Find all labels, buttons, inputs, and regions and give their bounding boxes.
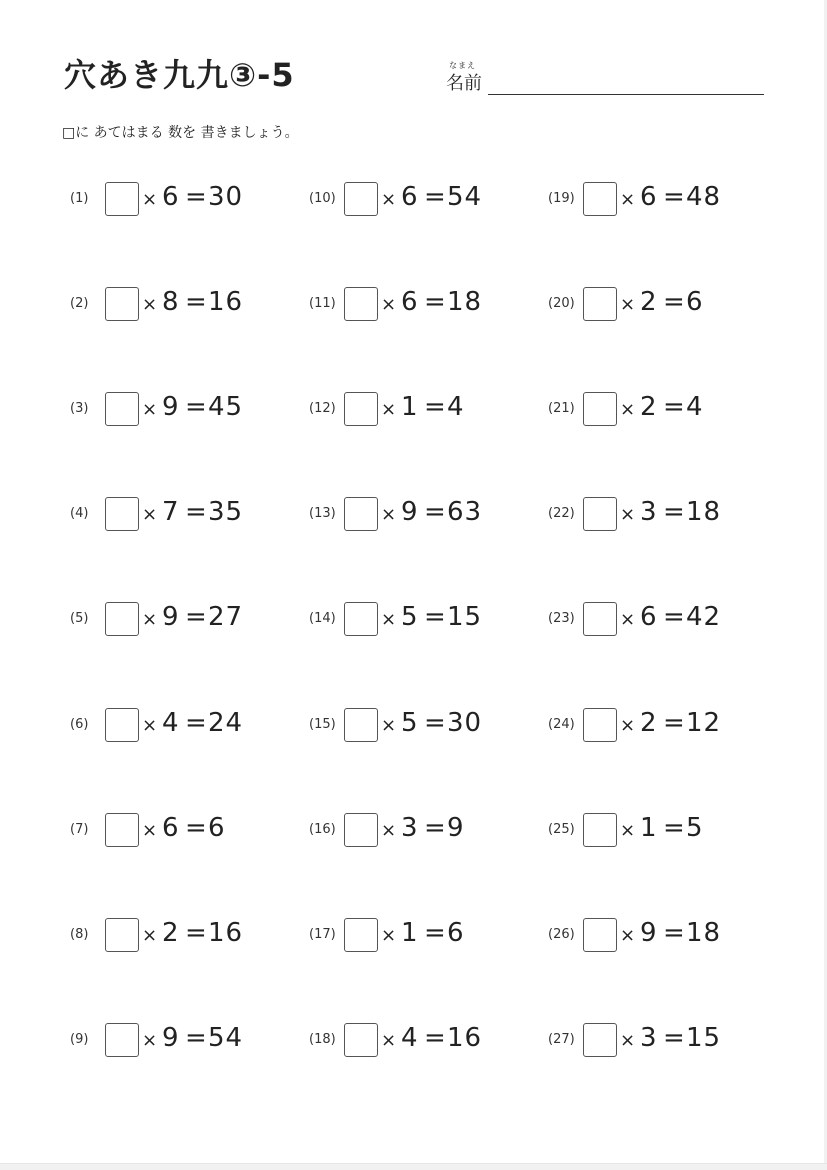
answer-box[interactable] — [344, 392, 378, 426]
answer-box[interactable] — [105, 497, 139, 531]
multiplier: 3 — [640, 1023, 657, 1053]
equals-sign: = — [424, 287, 446, 317]
multiplier: 5 — [401, 708, 418, 738]
answer-box[interactable] — [583, 602, 617, 636]
product-result: 12 — [686, 708, 722, 738]
answer-box[interactable] — [344, 602, 378, 636]
answer-box[interactable] — [583, 708, 617, 742]
equals-sign: = — [185, 602, 207, 632]
equals-sign: = — [185, 392, 207, 422]
problem-item — [309, 497, 539, 533]
problem-number: (18) — [309, 1032, 336, 1047]
times-sign: × — [142, 294, 158, 315]
multiplier: 6 — [640, 602, 657, 632]
problem-item — [548, 708, 778, 744]
times-sign: × — [620, 189, 636, 210]
multiplier: 6 — [401, 287, 418, 317]
problem-number: (6) — [70, 717, 89, 732]
problem-number: (22) — [548, 506, 575, 521]
times-sign: × — [142, 189, 158, 210]
problem-number: (20) — [548, 296, 575, 311]
product-result: 27 — [208, 602, 244, 632]
problem-item — [70, 392, 300, 428]
problem-number: (8) — [70, 927, 89, 942]
multiplier: 1 — [401, 918, 418, 948]
problem-item — [70, 497, 300, 533]
problem-number: (5) — [70, 611, 89, 626]
product-result: 30 — [208, 182, 244, 212]
problem-number: (19) — [548, 191, 575, 206]
equals-sign: = — [663, 602, 685, 632]
problem-item — [309, 287, 539, 323]
problem-number: (23) — [548, 611, 575, 626]
problem-number: (24) — [548, 717, 575, 732]
equals-sign: = — [663, 182, 685, 212]
multiplier: 9 — [162, 1023, 179, 1053]
problem-item — [548, 182, 778, 218]
equals-sign: = — [185, 287, 207, 317]
multiplier: 8 — [162, 287, 179, 317]
times-sign: × — [381, 609, 397, 630]
times-sign: × — [142, 925, 158, 946]
problem-number: (17) — [309, 927, 336, 942]
problem-number: (13) — [309, 506, 336, 521]
multiplier: 4 — [162, 708, 179, 738]
problem-number: (2) — [70, 296, 89, 311]
problem-number: (11) — [309, 296, 336, 311]
product-result: 16 — [208, 918, 244, 948]
times-sign: × — [620, 399, 636, 420]
multiplier: 4 — [401, 1023, 418, 1053]
page-edge-bottom — [0, 1163, 827, 1170]
multiplier: 7 — [162, 497, 179, 527]
problem-number: (14) — [309, 611, 336, 626]
multiplier: 9 — [401, 497, 418, 527]
problem-number: (25) — [548, 822, 575, 837]
answer-box[interactable] — [344, 287, 378, 321]
equals-sign: = — [185, 708, 207, 738]
product-result: 48 — [686, 182, 722, 212]
product-result: 4 — [447, 392, 465, 422]
problem-item — [309, 392, 539, 428]
multiplier: 1 — [401, 392, 418, 422]
problem-item — [548, 497, 778, 533]
product-result: 6 — [686, 287, 704, 317]
times-sign: × — [142, 1030, 158, 1051]
multiplier: 2 — [162, 918, 179, 948]
equals-sign: = — [424, 1023, 446, 1053]
problem-number: (3) — [70, 401, 89, 416]
product-result: 18 — [686, 497, 722, 527]
product-result: 15 — [447, 602, 483, 632]
problem-number: (7) — [70, 822, 89, 837]
times-sign: × — [142, 820, 158, 841]
product-result: 9 — [447, 813, 465, 843]
product-result: 63 — [447, 497, 483, 527]
problem-item — [70, 182, 300, 218]
problem-item — [548, 287, 778, 323]
times-sign: × — [142, 504, 158, 525]
problem-item — [70, 1023, 300, 1059]
equals-sign: = — [185, 813, 207, 843]
multiplier: 2 — [640, 392, 657, 422]
times-sign: × — [620, 609, 636, 630]
equals-sign: = — [185, 918, 207, 948]
answer-box[interactable] — [583, 1023, 617, 1057]
answer-box[interactable] — [105, 813, 139, 847]
product-result: 54 — [447, 182, 483, 212]
problem-item — [70, 287, 300, 323]
instruction-text: □に あてはまる 数を 書きましょう。 — [62, 125, 299, 141]
answer-box[interactable] — [583, 392, 617, 426]
multiplier: 9 — [640, 918, 657, 948]
answer-box[interactable] — [344, 182, 378, 216]
product-result: 4 — [686, 392, 704, 422]
problem-number: (27) — [548, 1032, 575, 1047]
product-result: 18 — [447, 287, 483, 317]
problem-number: (16) — [309, 822, 336, 837]
answer-box[interactable] — [105, 602, 139, 636]
multiplier: 6 — [162, 182, 179, 212]
product-result: 54 — [208, 1023, 244, 1053]
times-sign: × — [381, 925, 397, 946]
problem-item — [309, 1023, 539, 1059]
equals-sign: = — [185, 1023, 207, 1053]
problem-item — [309, 182, 539, 218]
equals-sign: = — [424, 182, 446, 212]
problem-item — [70, 813, 300, 849]
times-sign: × — [381, 820, 397, 841]
answer-box[interactable] — [105, 182, 139, 216]
equals-sign: = — [424, 918, 446, 948]
product-result: 16 — [208, 287, 244, 317]
times-sign: × — [620, 1030, 636, 1051]
problem-item — [548, 392, 778, 428]
times-sign: × — [381, 189, 397, 210]
problem-number: (1) — [70, 191, 89, 206]
equals-sign: = — [424, 392, 446, 422]
equals-sign: = — [424, 813, 446, 843]
name-label: 名前 — [446, 73, 482, 94]
equals-sign: = — [663, 392, 685, 422]
name-ruby: なまえ — [449, 61, 476, 70]
equals-sign: = — [663, 918, 685, 948]
answer-box[interactable] — [583, 287, 617, 321]
equals-sign: = — [185, 497, 207, 527]
product-result: 6 — [447, 918, 465, 948]
multiplier: 3 — [401, 813, 418, 843]
equals-sign: = — [663, 708, 685, 738]
product-result: 18 — [686, 918, 722, 948]
product-result: 30 — [447, 708, 483, 738]
times-sign: × — [620, 504, 636, 525]
equals-sign: = — [424, 602, 446, 632]
problem-item — [548, 813, 778, 849]
times-sign: × — [142, 609, 158, 630]
problem-item — [70, 708, 300, 744]
answer-box[interactable] — [105, 708, 139, 742]
product-result: 45 — [208, 392, 244, 422]
times-sign: × — [381, 504, 397, 525]
times-sign: × — [381, 294, 397, 315]
problem-number: (10) — [309, 191, 336, 206]
equals-sign: = — [185, 182, 207, 212]
multiplier: 6 — [401, 182, 418, 212]
equals-sign: = — [663, 1023, 685, 1053]
problem-item — [548, 918, 778, 954]
problem-item — [309, 602, 539, 638]
problem-number: (4) — [70, 506, 89, 521]
answer-box[interactable] — [344, 1023, 378, 1057]
multiplier: 6 — [162, 813, 179, 843]
problem-number: (15) — [309, 717, 336, 732]
times-sign: × — [620, 925, 636, 946]
answer-box[interactable] — [105, 1023, 139, 1057]
times-sign: × — [381, 399, 397, 420]
name-field-line[interactable] — [488, 94, 764, 95]
answer-box[interactable] — [344, 813, 378, 847]
answer-box[interactable] — [105, 287, 139, 321]
multiplier: 2 — [640, 708, 657, 738]
multiplier: 1 — [640, 813, 657, 843]
problem-item — [70, 602, 300, 638]
product-result: 42 — [686, 602, 722, 632]
answer-box[interactable] — [583, 182, 617, 216]
problem-number: (26) — [548, 927, 575, 942]
problem-number: (12) — [309, 401, 336, 416]
times-sign: × — [142, 715, 158, 736]
times-sign: × — [620, 294, 636, 315]
problem-item — [70, 918, 300, 954]
equals-sign: = — [663, 287, 685, 317]
problem-item — [309, 708, 539, 744]
equals-sign: = — [663, 497, 685, 527]
equals-sign: = — [663, 813, 685, 843]
answer-box[interactable] — [105, 392, 139, 426]
times-sign: × — [142, 399, 158, 420]
equals-sign: = — [424, 708, 446, 738]
times-sign: × — [620, 715, 636, 736]
problem-number: (9) — [70, 1032, 89, 1047]
answer-box[interactable] — [344, 708, 378, 742]
equals-sign: = — [424, 497, 446, 527]
multiplier: 9 — [162, 602, 179, 632]
product-result: 6 — [208, 813, 226, 843]
problem-item — [309, 918, 539, 954]
answer-box[interactable] — [105, 918, 139, 952]
product-result: 15 — [686, 1023, 722, 1053]
answer-box[interactable] — [583, 918, 617, 952]
answer-box[interactable] — [583, 497, 617, 531]
answer-box[interactable] — [344, 497, 378, 531]
multiplier: 5 — [401, 602, 418, 632]
answer-box[interactable] — [583, 813, 617, 847]
product-result: 5 — [686, 813, 704, 843]
product-result: 35 — [208, 497, 244, 527]
problem-item — [548, 602, 778, 638]
times-sign: × — [620, 820, 636, 841]
product-result: 16 — [447, 1023, 483, 1053]
multiplier: 9 — [162, 392, 179, 422]
page-title: 穴あき九九③-5 — [64, 56, 295, 94]
problem-item — [548, 1023, 778, 1059]
times-sign: × — [381, 1030, 397, 1051]
multiplier: 6 — [640, 182, 657, 212]
multiplier: 3 — [640, 497, 657, 527]
answer-box[interactable] — [344, 918, 378, 952]
product-result: 24 — [208, 708, 244, 738]
multiplier: 2 — [640, 287, 657, 317]
problem-number: (21) — [548, 401, 575, 416]
problem-item — [309, 813, 539, 849]
times-sign: × — [381, 715, 397, 736]
